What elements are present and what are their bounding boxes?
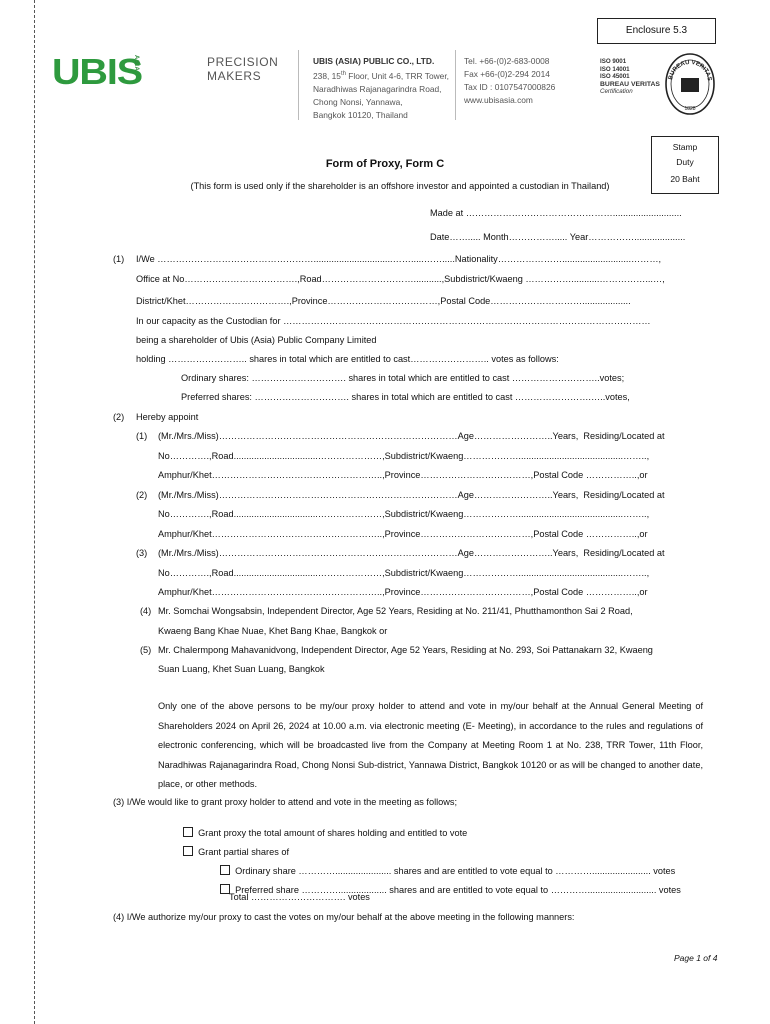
iso-item: ISO 45001 [600, 73, 630, 80]
proxy-4-number: (4) [140, 606, 152, 616]
district-field[interactable]: District/Khet…………………………….,Province………………………………,Postal Code…………………………................... [136, 296, 631, 306]
shareholder-name-field[interactable]: I/We ……………………………………………...............................…….....…….....Nationality…………………...........................………, [136, 254, 662, 264]
header-divider [455, 50, 456, 120]
page-number: Page 1 of 4 [674, 953, 718, 963]
ubis-logo [52, 54, 146, 88]
proxy-1-address-field[interactable]: No………….,Road.................................…………………,Subdistrict/Kwaeng……………….........................................…….., [158, 451, 650, 461]
tagline-line-2: MAKERS [207, 69, 262, 83]
shareholder-statement: being a shareholder of Ubis (Asia) Public Company Limited [136, 335, 377, 345]
website: www.ubisasia.com [464, 95, 533, 105]
proxy-2-province-field[interactable]: Amphur/Khet………………………………………………..,Province………………………………,Postal Code ……………..,or [158, 529, 648, 539]
proxy-2-name-field[interactable]: (Mr./Mrs./Miss)……………………………………………………………………Age……………………..Years, Residing/Located at [158, 490, 665, 500]
proxy-2-number: (2) [136, 490, 148, 500]
holding-field[interactable]: holding …………………….. shares in total which are entitled to cast…………………….. votes as follows: [136, 354, 559, 364]
proxy-3-name-field[interactable]: (Mr./Mrs./Miss)……………………………………………………………………Age……………………..Years, Residing/Located at [158, 548, 665, 558]
company-name: UBIS (ASIA) PUBLIC CO., LTD. [313, 56, 435, 66]
bureau-veritas-seal-icon [664, 52, 716, 116]
grant-total-label: Grant proxy the total amount of shares holding and entitled to vote [198, 828, 468, 838]
proxy-3-number: (3) [136, 548, 148, 558]
preferred-shares-field[interactable]: Preferred shares: …………………………. shares in total which are entitled to cast …………………….…..votes, [181, 392, 630, 402]
total-votes-field[interactable]: Total …………………………. votes [229, 892, 370, 902]
ordinary-shares-field[interactable]: Ordinary shares: …………………………. shares in total which are entitled to cast ………………………..votes; [181, 373, 625, 383]
section-1-number: (1) [113, 254, 125, 264]
seal-year: 1828 [684, 106, 696, 112]
duty-label: Duty [676, 157, 694, 167]
proxy-5-director-address: Suan Luang, Khet Suan Luang, Bangkok [158, 664, 325, 674]
tel: Tel. +66-(0)2-683-0008 [464, 56, 550, 66]
meeting-paragraph: Only one of the above persons to be my/our proxy holder to attend and vote in my/our behalf at the Annual General Meeting of Shareholders 2024 on April 26, 2024 at 10.00 a.m. via electronic meeting (E- Meeting), in accordance to the rules and regulations of electronic conferencing, which will be broadcasted live from the Company at Meeting Room 1 at No. 238, TRR Tower, 11th Floor, Naradhiwas Rajanagarindra Road, Chong Nonsi Sub-district, Yannawa District, Bangkok 10120 or as will be changed to another date, place, or other methods. [158, 701, 703, 789]
address-line: Bangkok 10120, Thailand [313, 109, 408, 120]
proxy-3-address-field[interactable]: No………….,Road.................................…………………,Subdistrict/Kwaeng……………….........................................…….., [158, 568, 650, 578]
grant-partial-checkbox[interactable] [183, 846, 193, 856]
section-3-heading: (3) I/We would like to grant proxy holder to attend and vote in the meeting as follows; [113, 797, 458, 807]
form-subtitle: (This form is used only if the shareholder is an offshore investor and appointed a custodian in Thailand) [190, 181, 610, 191]
address-line: Chong Nonsi, Yannawa, [313, 96, 403, 107]
iso-item: ISO 14001 [600, 65, 630, 73]
preferred-share-label: Preferred share …………................... shares and are entitled to vote equal to …………........................... votes [235, 885, 681, 895]
cut-line [34, 0, 35, 1024]
iso-item: ISO 9001 [600, 58, 627, 65]
proxy-1-province-field[interactable]: Amphur/Khet………………………………………………..,Province………………………………,Postal Code ……………..,or [158, 470, 648, 480]
proxy-3-province-field[interactable]: Amphur/Khet………………………………………………..,Province………………………………,Postal Code ……………..,or [158, 587, 648, 597]
company-contact [464, 55, 555, 107]
section-4-heading: (4) I/We authorize my/our proxy to cast the votes on my/our behalf at the above meeting in the following manners: [113, 912, 575, 922]
tagline-line-1: PRECISION [207, 55, 279, 69]
proxy-2-address-field[interactable]: No………….,Road.................................…………………,Subdistrict/Kwaeng……………….........................................…….., [158, 509, 650, 519]
iso-certifications [600, 58, 660, 96]
office-address-field[interactable]: Office at No……………………………….,Road…………………………...........,Subdistrict/Kwaeng ……………...........……………...…, [136, 274, 665, 284]
logo-asia-text: ASIA [133, 55, 139, 72]
fax: Fax +66-(0)2-294 2014 [464, 69, 550, 79]
enclosure-box [597, 18, 716, 44]
stamp-amount: 20 Baht [670, 174, 700, 184]
grant-partial-label: Grant partial shares of [198, 847, 290, 857]
section-2-number: (2) [113, 412, 125, 422]
tax-id: Tax ID : 0107547000826 [464, 82, 556, 92]
iso-item: BUREAU VERITAS [600, 80, 660, 88]
company-address [313, 55, 449, 122]
appoint-heading: Hereby appoint [136, 412, 199, 422]
tagline [207, 55, 278, 83]
form-title: Form of Proxy, Form C [325, 158, 445, 170]
proxy-4-director-address: Kwaeng Bang Khae Nuae, Khet Bang Khae, Bangkok or [158, 626, 388, 636]
made-at-field[interactable]: Made at …………………………………………........................... [430, 208, 682, 218]
svg-text:UBIS: UBIS [52, 54, 142, 88]
date-field[interactable]: Date……..... Month……………..... Year…………….................... [430, 232, 686, 242]
seal-text: BUREAU VERITAS [668, 59, 713, 82]
iso-item: Certification [600, 88, 633, 95]
proxy-1-name-field[interactable]: (Mr./Mrs./Miss)……………………………………………………………………Age……………………..Years, Residing/Located at [158, 431, 665, 441]
proxy-5-number: (5) [140, 645, 152, 655]
enclosure-label: Enclosure 5.3 [625, 25, 688, 36]
proxy-4-director: Mr. Somchai Wongsabsin, Independent Director, Age 52 Years, Residing at No. 211/41, Phutthamonthon Sai 2 Road, [158, 606, 633, 616]
ordinary-share-label: Ordinary share …………...................... shares and are entitled to vote equal to …………....................... votes [235, 866, 676, 876]
address-line: 238, 15th Floor, Unit 4-6, TRR Tower, [313, 70, 449, 81]
stamp-label: Stamp [672, 142, 698, 152]
proxy-5-director: Mr. Chalermpong Mahavanidvong, Independent Director, Age 52 Years, Residing at No. 293, Soi Pattanakarn 32, Kwaeng [158, 645, 653, 655]
proxy-1-number: (1) [136, 431, 148, 441]
header-divider [298, 50, 299, 120]
address-line: Naradhiwas Rajanagarindra Road, [313, 83, 442, 94]
custodian-field[interactable]: In our capacity as the Custodian for ………………………………………………………………………………………………………… [136, 316, 651, 326]
